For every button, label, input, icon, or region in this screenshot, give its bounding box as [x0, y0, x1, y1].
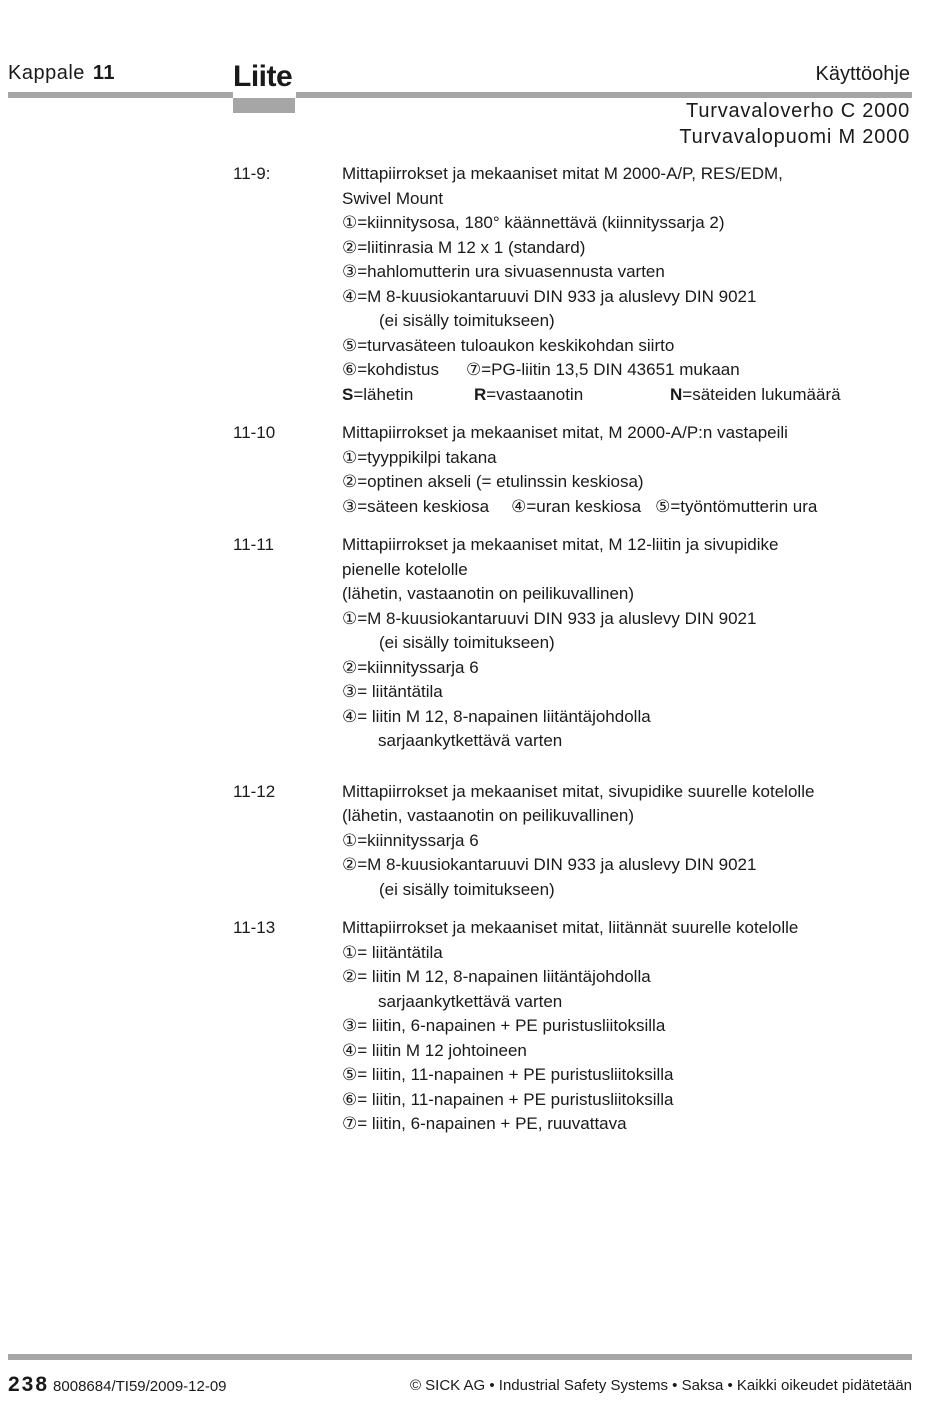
footer-page-info [8, 1373, 227, 1397]
legend-item-note: (ei sisälly toimitukseen) [379, 879, 555, 899]
section-number: 11-11 [233, 535, 274, 554]
legend-item: ②=M 8-kuusiokantaruuvi DIN 933 ja aluslevy DIN 9021 [342, 855, 757, 874]
legend-item: ⑤=työntömutterin ura [655, 496, 818, 516]
legend-item: ①=tyyppikilpi takana [342, 447, 497, 467]
section-body [342, 533, 913, 766]
section-title: Liite [233, 60, 293, 93]
legend-row [342, 358, 913, 383]
legend-item: ①= liitäntätila [342, 942, 443, 962]
legend-item: ③= liitin, 6-napainen + PE puristusliitoksilla [342, 1016, 666, 1035]
chapter-number: 11 [92, 62, 116, 84]
caption-title-cont: Swivel Mount [342, 188, 444, 208]
section-number: 11-9: [233, 164, 271, 183]
abbreviation-beam-count: N=säteiden lukumäärä [670, 384, 841, 404]
legend-item: ⑦=PG-liitin 13,5 DIN 43651 mukaan [466, 360, 740, 379]
legend-item: ③=hahlomutterin ura sivuasennusta varten [342, 262, 665, 281]
section-number: 11-12 [233, 781, 276, 801]
legend-item: ②= liitin M 12, 8-napainen liitäntäjohdolla [342, 967, 651, 986]
caption-title: Mittapiirrokset ja mekaaniset mitat, sivupidike suurelle kotelolle [342, 781, 815, 801]
chapter-label: Kappale [8, 62, 85, 84]
caption-note: (lähetin, vastaanotin on peilikuvallinen) [342, 806, 635, 825]
legend-row [342, 495, 913, 520]
product-line-2: Turvavalopuomi M 2000 [679, 126, 910, 148]
caption-section [233, 421, 913, 519]
caption-title: Mittapiirrokset ja mekaaniset mitat M 2000-A/P, RES/EDM, [342, 164, 783, 183]
section-body [342, 162, 913, 407]
section-body [342, 916, 913, 1137]
abbreviation-sender: S=lähetin [342, 384, 414, 404]
legend-item: ②=kiinnityssarja 6 [342, 657, 479, 677]
caption-note: (lähetin, vastaanotin on peilikuvallinen) [342, 584, 635, 603]
legend-item: ①=M 8-kuusiokantaruuvi DIN 933 ja aluslevy DIN 9021 [342, 608, 757, 628]
figure-captions-list [233, 162, 913, 1151]
section-body [342, 421, 913, 519]
legend-item: ⑦= liitin, 6-napainen + PE, ruuvattava [342, 1114, 627, 1133]
legend-item: ①=kiinnityssarja 6 [342, 830, 479, 850]
caption-section [233, 162, 913, 407]
legend-item: ⑥=kohdistus [342, 360, 439, 379]
copyright-notice: © SICK AG • Industrial Safety Systems • Saksa • Kaikki oikeudet pidätetään [409, 1377, 912, 1394]
legend-item: ⑤=turvasäteen tuloaukon keskikohdan siirto [342, 335, 675, 355]
legend-item: ②=optinen akseli (= etulinssin keskiosa) [342, 472, 644, 491]
caption-title-cont: pienelle kotelolle [342, 559, 468, 579]
product-names [679, 98, 910, 150]
caption-section [233, 533, 913, 766]
section-number: 11-10 [233, 423, 276, 442]
page-number: 238 [8, 1373, 50, 1396]
legend-item-note: sarjaankytkettävä varten [378, 731, 563, 750]
legend-item: ③=säteen keskiosa [342, 496, 490, 516]
legend-item-note: (ei sisälly toimitukseen) [379, 311, 555, 330]
document-type: Käyttöohje [815, 63, 910, 85]
legend-item: ②=liitinrasia M 12 x 1 (standard) [342, 237, 586, 257]
caption-section [233, 916, 913, 1137]
spacer [342, 754, 913, 766]
caption-title: Mittapiirrokset ja mekaaniset mitat, liitännät suurelle kotelolle [342, 918, 799, 937]
legend-item: ⑤= liitin, 11-napainen + PE puristusliitoksilla [342, 1065, 674, 1084]
section-number: 11-13 [233, 918, 276, 937]
legend-item-note: (ei sisälly toimitukseen) [379, 633, 555, 652]
header-rule-left [8, 92, 233, 98]
abbreviation-row [342, 383, 913, 408]
legend-item: ④= liitin M 12 johtoineen [342, 1040, 527, 1060]
abbreviation-receiver: R=vastaanotin [474, 384, 584, 404]
legend-item: ⑥= liitin, 11-napainen + PE puristusliitoksilla [342, 1089, 674, 1109]
legend-item: ④=uran keskiosa [511, 496, 642, 516]
legend-item: ④= liitin M 12, 8-napainen liitäntäjohdolla [342, 706, 651, 726]
section-body [342, 780, 913, 903]
caption-section [233, 780, 913, 903]
product-line-1: Turvavaloverho C 2000 [686, 100, 910, 122]
header-tab-marker [233, 98, 295, 113]
legend-item: ①=kiinnitysosa, 180° käännettävä (kiinnityssarja 2) [342, 213, 725, 232]
caption-title: Mittapiirrokset ja mekaaniset mitat, M 12-liitin ja sivupidike [342, 535, 779, 554]
legend-item-note: sarjaankytkettävä varten [378, 991, 563, 1011]
chapter-indicator [8, 62, 115, 85]
document-id: 8008684/TI59/2009-12-09 [53, 1378, 227, 1395]
legend-item: ③= liitäntätila [342, 682, 443, 701]
caption-title: Mittapiirrokset ja mekaaniset mitat, M 2000-A/P:n vastapeili [342, 423, 788, 442]
legend-item: ④=M 8-kuusiokantaruuvi DIN 933 ja aluslevy DIN 9021 [342, 286, 757, 306]
footer-rule [8, 1354, 912, 1360]
